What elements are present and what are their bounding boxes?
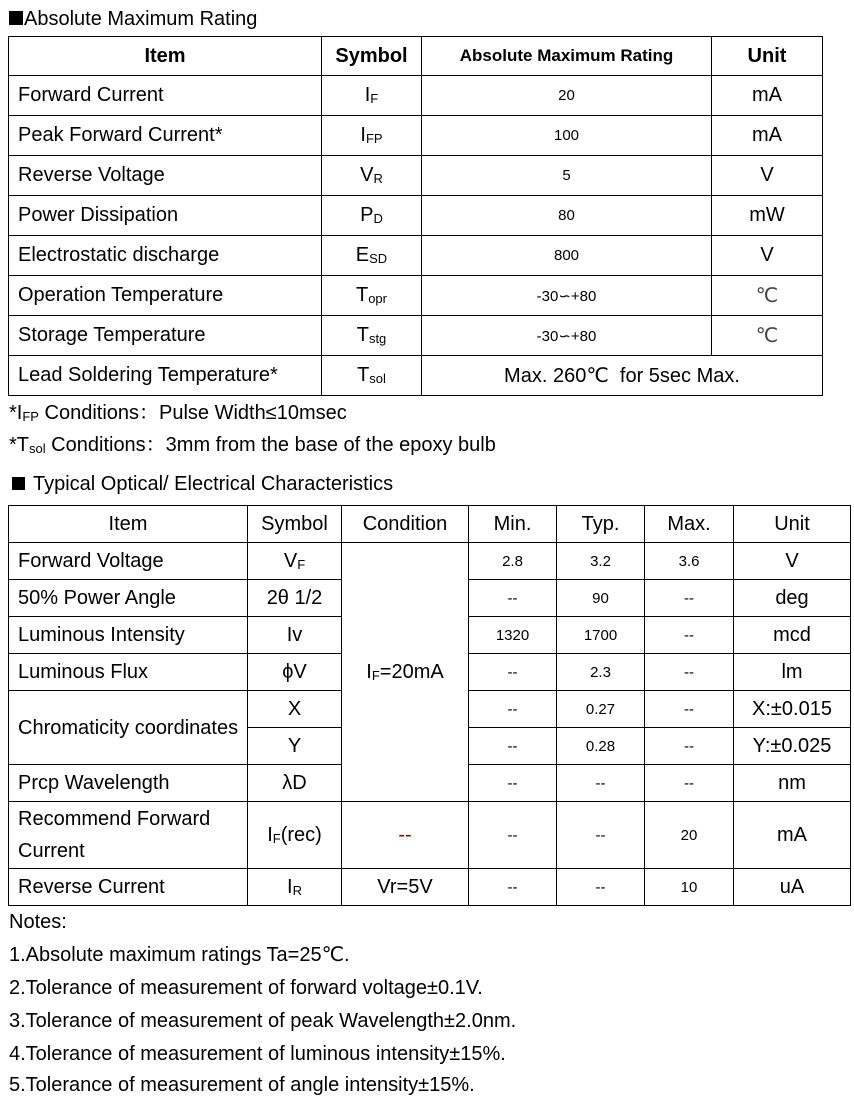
row-max: -- [645,728,734,765]
row-item: Reverse Current [9,869,248,906]
row-typ: 2.3 [557,654,645,691]
table-row [9,236,823,276]
table-row [9,869,851,906]
row-symbol: IF [322,76,422,116]
row-max: -- [645,580,734,617]
notes-heading: Notes: [9,911,67,933]
optical-electrical-table [8,505,851,906]
row-min: 1320 [469,617,557,654]
row-item: Prcp Wavelength [9,765,248,802]
row-typ: 90 [557,580,645,617]
row-min: -- [469,765,557,802]
row-unit: mA [734,802,851,869]
row-typ: 0.28 [557,728,645,765]
row-unit: V [712,236,823,276]
row-item: Forward Voltage [9,543,248,580]
header-symbol: Symbol [322,37,422,76]
header-symbol: Symbol [248,506,342,543]
note-item: 4.Tolerance of measurement of luminous intensity±15%. [9,1043,506,1065]
header-unit: Unit [712,37,823,76]
row-typ: 0.27 [557,691,645,728]
row-condition: -- [342,802,469,869]
row-item: Storage Temperature [9,316,322,356]
row-value: 100 [422,116,712,156]
footnote-tsol: *Tsol Conditions：3mm from the base of the epoxy bulb [9,434,496,456]
row-unit: ℃ [712,316,823,356]
table-row [9,156,823,196]
header-typ: Typ. [557,506,645,543]
row-typ: -- [557,765,645,802]
row-item: Operation Temperature [9,276,322,316]
header-item: Item [9,506,248,543]
row-item: Peak Forward Current* [9,116,322,156]
row-unit: Y:±0.025 [734,728,851,765]
row-unit: X:±0.015 [734,691,851,728]
row-item: Luminous Intensity [9,617,248,654]
row-unit: mA [712,116,823,156]
row-item: Luminous Flux [9,654,248,691]
row-max: -- [645,765,734,802]
table-row [9,276,823,316]
row-symbol: Tstg [322,316,422,356]
table-header-row [9,506,851,543]
note-item: 1.Absolute maximum ratings Ta=25℃. [9,944,350,966]
row-symbol: Y [248,728,342,765]
row-unit: deg [734,580,851,617]
row-min: -- [469,654,557,691]
row-min: -- [469,580,557,617]
header-unit: Unit [734,506,851,543]
row-unit: mA [712,76,823,116]
footnote-ifp: *IFP Conditions：Pulse Width≤10msec [9,402,347,424]
row-item: Power Dissipation [9,196,322,236]
row-value: 80 [422,196,712,236]
row-item: Chromaticity coordinates [9,691,248,765]
row-symbol: ϕV [248,654,342,691]
row-item: Electrostatic discharge [9,236,322,276]
header-max: Max. [645,506,734,543]
table-row [9,543,851,580]
row-item: Reverse Voltage [9,156,322,196]
row-condition: Vr=5V [342,869,469,906]
row-item: Recommend Forward Current [9,802,248,869]
table-row [9,116,823,156]
abs-section-title: Absolute Maximum Rating [9,7,257,31]
row-unit: V [734,543,851,580]
row-min: -- [469,728,557,765]
row-min: -- [469,691,557,728]
row-typ: -- [557,802,645,869]
row-symbol: Tsol [322,356,422,396]
header-condition: Condition [342,506,469,543]
note-item: 5.Tolerance of measurement of angle intensity±15%. [9,1074,475,1096]
row-symbol: ESD [322,236,422,276]
row-item: Lead Soldering Temperature* [9,356,322,396]
row-symbol: PD [322,196,422,236]
row-item: Forward Current [9,76,322,116]
row-symbol: VR [322,156,422,196]
table-row [9,356,823,396]
row-symbol: IFP [322,116,422,156]
row-max: 20 [645,802,734,869]
row-symbol: Topr [322,276,422,316]
row-value: -30∽+80 [422,276,712,316]
square-bullet-icon [12,477,25,490]
row-symbol: λD [248,765,342,802]
row-typ: 3.2 [557,543,645,580]
row-symbol: Iv [248,617,342,654]
row-value: 800 [422,236,712,276]
header-item: Item [9,37,322,76]
row-min: -- [469,869,557,906]
header-min: Min. [469,506,557,543]
row-value: -30∽+80 [422,316,712,356]
table-row [9,802,851,869]
table-header-row [9,37,823,76]
row-unit: uA [734,869,851,906]
table-row [9,196,823,236]
note-item: 2.Tolerance of measurement of forward voltage±0.1V. [9,977,483,999]
row-min: 2.8 [469,543,557,580]
row-typ: 1700 [557,617,645,654]
row-value: 5 [422,156,712,196]
note-item: 3.Tolerance of measurement of peak Wavelength±2.0nm. [9,1010,517,1032]
table-row [9,316,823,356]
row-value: Max. 260℃ for 5sec Max. [422,356,823,396]
row-max: -- [645,654,734,691]
row-unit: ℃ [712,276,823,316]
row-max: 10 [645,869,734,906]
row-min: -- [469,802,557,869]
optical-section-title: Typical Optical/ Electrical Characteristics [9,472,393,496]
row-item: 50% Power Angle [9,580,248,617]
row-unit: V [712,156,823,196]
row-symbol: 2θ 1/2 [248,580,342,617]
row-typ: -- [557,869,645,906]
row-unit: mW [712,196,823,236]
row-unit: mcd [734,617,851,654]
row-symbol: IR [248,869,342,906]
shared-condition-cell: IF=20mA [342,543,469,802]
row-max: -- [645,617,734,654]
header-rating: Absolute Maximum Rating [422,37,712,76]
row-max: -- [645,691,734,728]
row-symbol: VF [248,543,342,580]
table-row [9,76,823,116]
absolute-maximum-rating-table [8,36,823,396]
row-symbol: IF(rec) [248,802,342,869]
row-symbol: X [248,691,342,728]
row-unit: nm [734,765,851,802]
row-value: 20 [422,76,712,116]
row-unit: lm [734,654,851,691]
square-bullet-icon [9,11,23,25]
row-max: 3.6 [645,543,734,580]
